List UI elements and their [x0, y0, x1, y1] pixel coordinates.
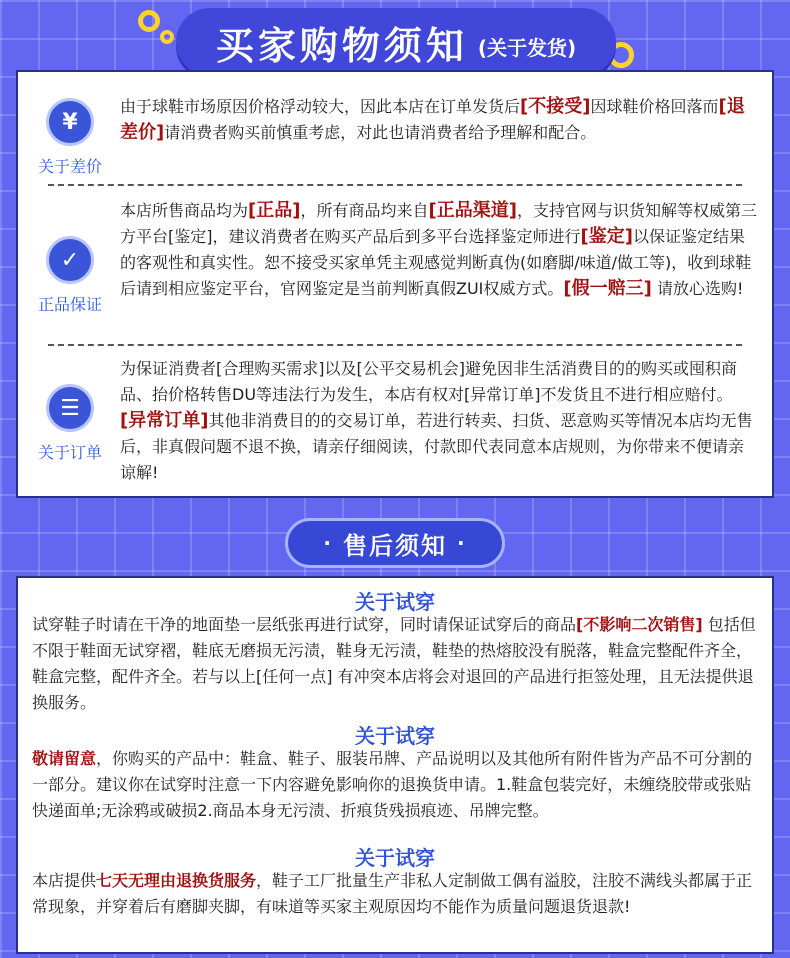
- dashed-divider: [48, 344, 742, 346]
- dot-left: ·: [323, 531, 333, 555]
- text-segment: 试穿鞋子时请在干净的地面垫一层纸张再进行试穿，同时请保证试穿后的商品: [32, 615, 577, 634]
- highlight-text: 七天无理由退换货服务: [96, 871, 257, 890]
- yen-icon: ¥: [46, 98, 94, 146]
- highlight-text: 敬请留意: [32, 749, 97, 768]
- section-text: [32, 746, 758, 824]
- section-label: 关于差价: [37, 157, 102, 176]
- section-text: [32, 612, 758, 716]
- section-text: [32, 868, 758, 920]
- page-title: 买家购物须知: [215, 23, 468, 68]
- highlight-text: [不影响二次销售]: [576, 615, 703, 634]
- text-segment: 为保证消费者[合理购买需求]以及[公平交易机会]避免因非生活消费目的的购买或囤积商品、抬价格转售DU等违法行为发生，本店有权对[异常订单]不发货且不进行相应赔付。: [120, 359, 737, 404]
- section-text: [120, 356, 758, 486]
- notice-row-authenticity: [18, 194, 772, 334]
- text-segment: 由于球鞋市场原因价格浮动较大，因此本店在订单发货后: [120, 97, 521, 116]
- text-segment: 本店所售商品均为: [120, 201, 249, 220]
- text-segment: 因球鞋价格回落而: [590, 97, 719, 116]
- shield-check-icon: ✓: [46, 236, 94, 284]
- after-sales-panel: [16, 576, 774, 954]
- page-subtitle: (关于发货): [477, 35, 577, 60]
- text-segment: 请放心选购!: [651, 279, 744, 298]
- section-text: [120, 94, 758, 146]
- text-segment: ，支持官网与识货知解等权威第三方平台[鉴定]，建议消费者在购买产品后到多平台选择鉴定师进行: [120, 201, 757, 246]
- highlight-text: [鉴定]: [580, 226, 633, 247]
- decor-ring-top-left-small: [160, 30, 174, 44]
- section-title: 关于试穿: [355, 724, 435, 748]
- section-label: 正品保证: [37, 295, 102, 314]
- text-segment: 本店提供: [32, 871, 97, 890]
- section-title: 关于试穿: [355, 590, 435, 614]
- icon-column: [24, 236, 116, 315]
- text-segment: 包括但不限于鞋面无试穿褶，鞋底无磨损无污渍，鞋身无污渍，鞋垫的热熔胶没有脱落，鞋盒完整配件齐全，鞋盒完整，配件齐全。若与以上[任何一点] 有冲突本店将会对退回的产品进行拒签处理，且无法提供退换服务。: [32, 615, 756, 712]
- shopping-notice-panel: [16, 70, 774, 498]
- text-segment: 其他非消费目的的交易订单，若进行转卖、扫货、恶意购买等情况本店均无售后，非真假问题不退不换，请亲仔细阅读，付款即代表同意本店规则，为你带来不便请亲谅解!: [120, 411, 753, 482]
- icon-column: [24, 384, 116, 463]
- highlight-text: [异常订单]: [120, 410, 209, 431]
- clipboard-icon: ☰: [46, 384, 94, 432]
- highlight-text: [正品渠道]: [428, 200, 517, 221]
- section-text: [120, 198, 758, 302]
- section-title: 关于试穿: [355, 846, 435, 870]
- highlight-text: [假一赔三]: [563, 278, 652, 299]
- notice-row-orders: [18, 352, 772, 492]
- decor-ring-top-left: [138, 10, 160, 32]
- text-segment: ，鞋子工厂批量生产非私人定制做工偶有溢胶，注胶不满线头都属于正常现象，并穿着后有磨脚夹脚，有味道等买家主观原因均不能作为质量问题退货退款!: [32, 871, 753, 916]
- text-segment: 请消费者购买前慎重考虑，对此也请消费者给予理解和配合。: [164, 123, 597, 142]
- after-sales-title: 售后须知: [343, 531, 447, 560]
- highlight-text: [正品]: [248, 200, 301, 221]
- dot-right: ·: [457, 531, 467, 555]
- section-label: 关于订单: [37, 443, 102, 462]
- after-sales-heading: [285, 518, 505, 568]
- text-segment: 以保证鉴定结果的客观性和真实性。恕不接受买家单凭主观感觉判断真伪(如磨脚/味道/做工等)，收到球鞋后请到相应鉴定平台，官网鉴定是当前判断真假ZUI权威方式。: [120, 227, 752, 298]
- icon-column: [24, 98, 116, 177]
- text-segment: ，所有商品均来自: [300, 201, 429, 220]
- text-segment: ，你购买的产品中：鞋盒、鞋子、服装吊牌、产品说明以及其他所有附件皆为产品不可分割的一部分。建议你在试穿时注意一下内容避免影响你的退换货申请。1.鞋盒包装完好，未缠绕胶带或张贴快递面单;无涂鸦或破损2.商品本身无污渍、折痕货残损痕迹、吊牌完整。: [32, 749, 753, 820]
- highlight-text: [退差价]: [120, 96, 745, 143]
- highlight-text: [不接受]: [520, 96, 591, 117]
- page-banner: [176, 8, 616, 76]
- dashed-divider: [48, 184, 742, 186]
